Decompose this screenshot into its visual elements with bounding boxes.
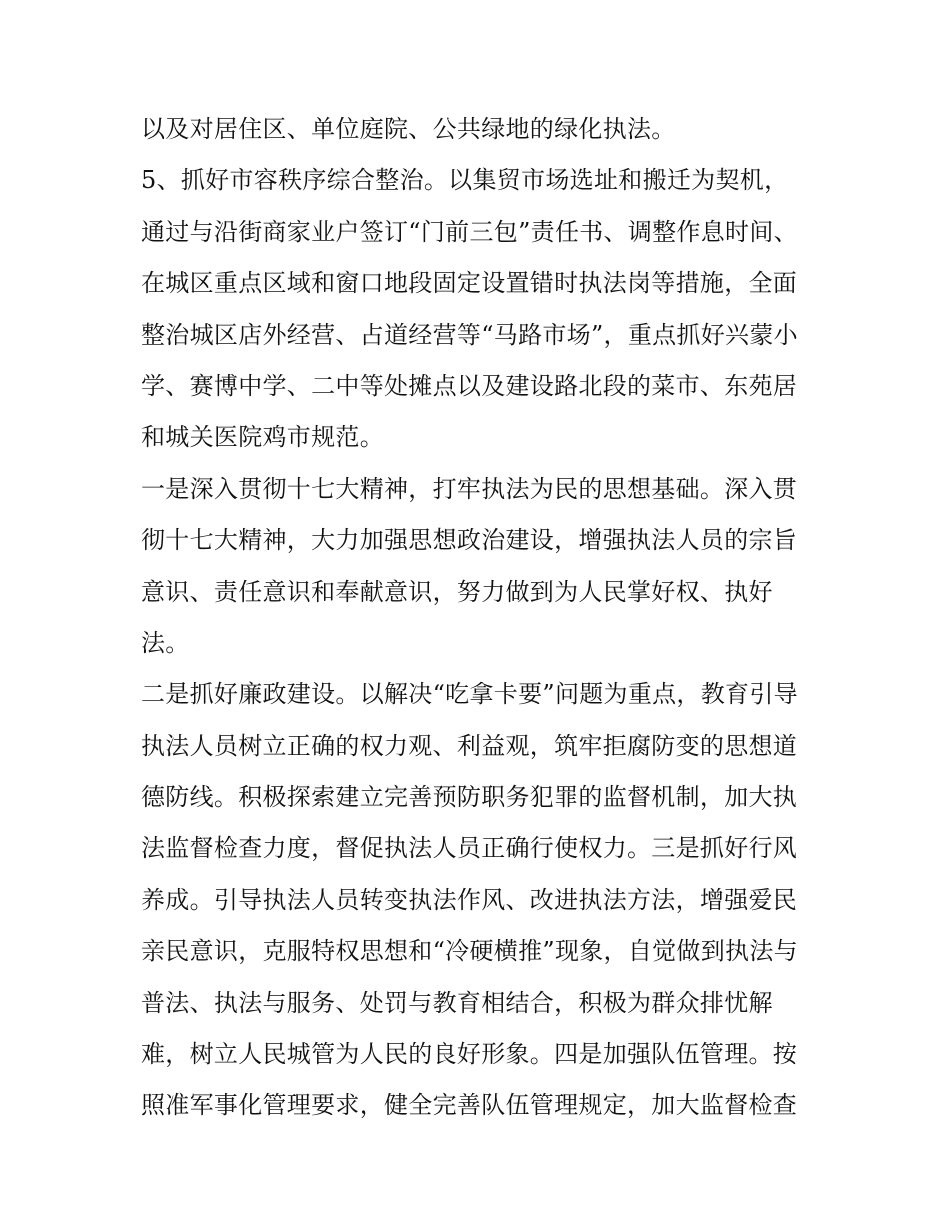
text-line: 德防线。积极探索建立完善预防职务犯罪的监督机制，加大执	[141, 783, 798, 812]
body-text	[141, 104, 821, 1132]
text-line: 照准军事化管理要求，健全完善队伍管理规定，加大监督检查	[141, 1091, 798, 1120]
text-line: 以及对居住区、单位庭院、公共绿地的绿化执法。	[141, 115, 676, 143]
text-line: 法监督检查力度，督促执法人员正确行使权力。三是抓好行风	[141, 834, 798, 863]
text-line: 普法、执法与服务、处罚与教育相结合，积极为群众排忧解	[141, 988, 773, 1017]
text-line: 学、赛博中学、二中等处摊点以及建设路北段的菜市、东苑居	[141, 371, 798, 400]
text-line: 和城关医院鸡市规范。	[141, 423, 384, 452]
text-line: 难，树立人民城管为人民的良好形象。四是加强队伍管理。按	[141, 1040, 798, 1069]
text-line: 5、抓好市容秩序综合整治。以集贸市场选址和搬迁为契机，	[141, 166, 789, 195]
text-line: 法。	[141, 628, 190, 657]
text-line: 通过与沿街商家业户签订“门前三包”责任书、调整作息时间、	[141, 217, 798, 246]
text-line: 一是深入贯彻十七大精神，打牢执法为民的思想基础。深入贯	[141, 474, 798, 503]
text-line: 养成。引导执法人员转变执法作风、改进执法方法，增强爱民	[141, 885, 798, 914]
text-line: 意识、责任意识和奉献意识，努力做到为人民掌好权、执好	[141, 577, 773, 606]
text-line: 二是抓好廉政建设。以解决“吃拿卡要”问题为重点，教育引导	[141, 680, 798, 709]
text-line: 在城区重点区域和窗口地段固定设置错时执法岗等措施，全面	[141, 269, 798, 298]
text-line: 亲民意识，克服特权思想和“冷硬横推”现象，自觉做到执法与	[141, 937, 798, 966]
text-line: 彻十七大精神，大力加强思想政治建设，增强执法人员的宗旨	[141, 526, 798, 555]
text-line: 执法人员树立正确的权力观、利益观，筑牢拒腐防变的思想道	[141, 731, 798, 760]
text-line: 整治城区店外经营、占道经营等“马路市场”，重点抓好兴蒙小	[141, 320, 798, 349]
